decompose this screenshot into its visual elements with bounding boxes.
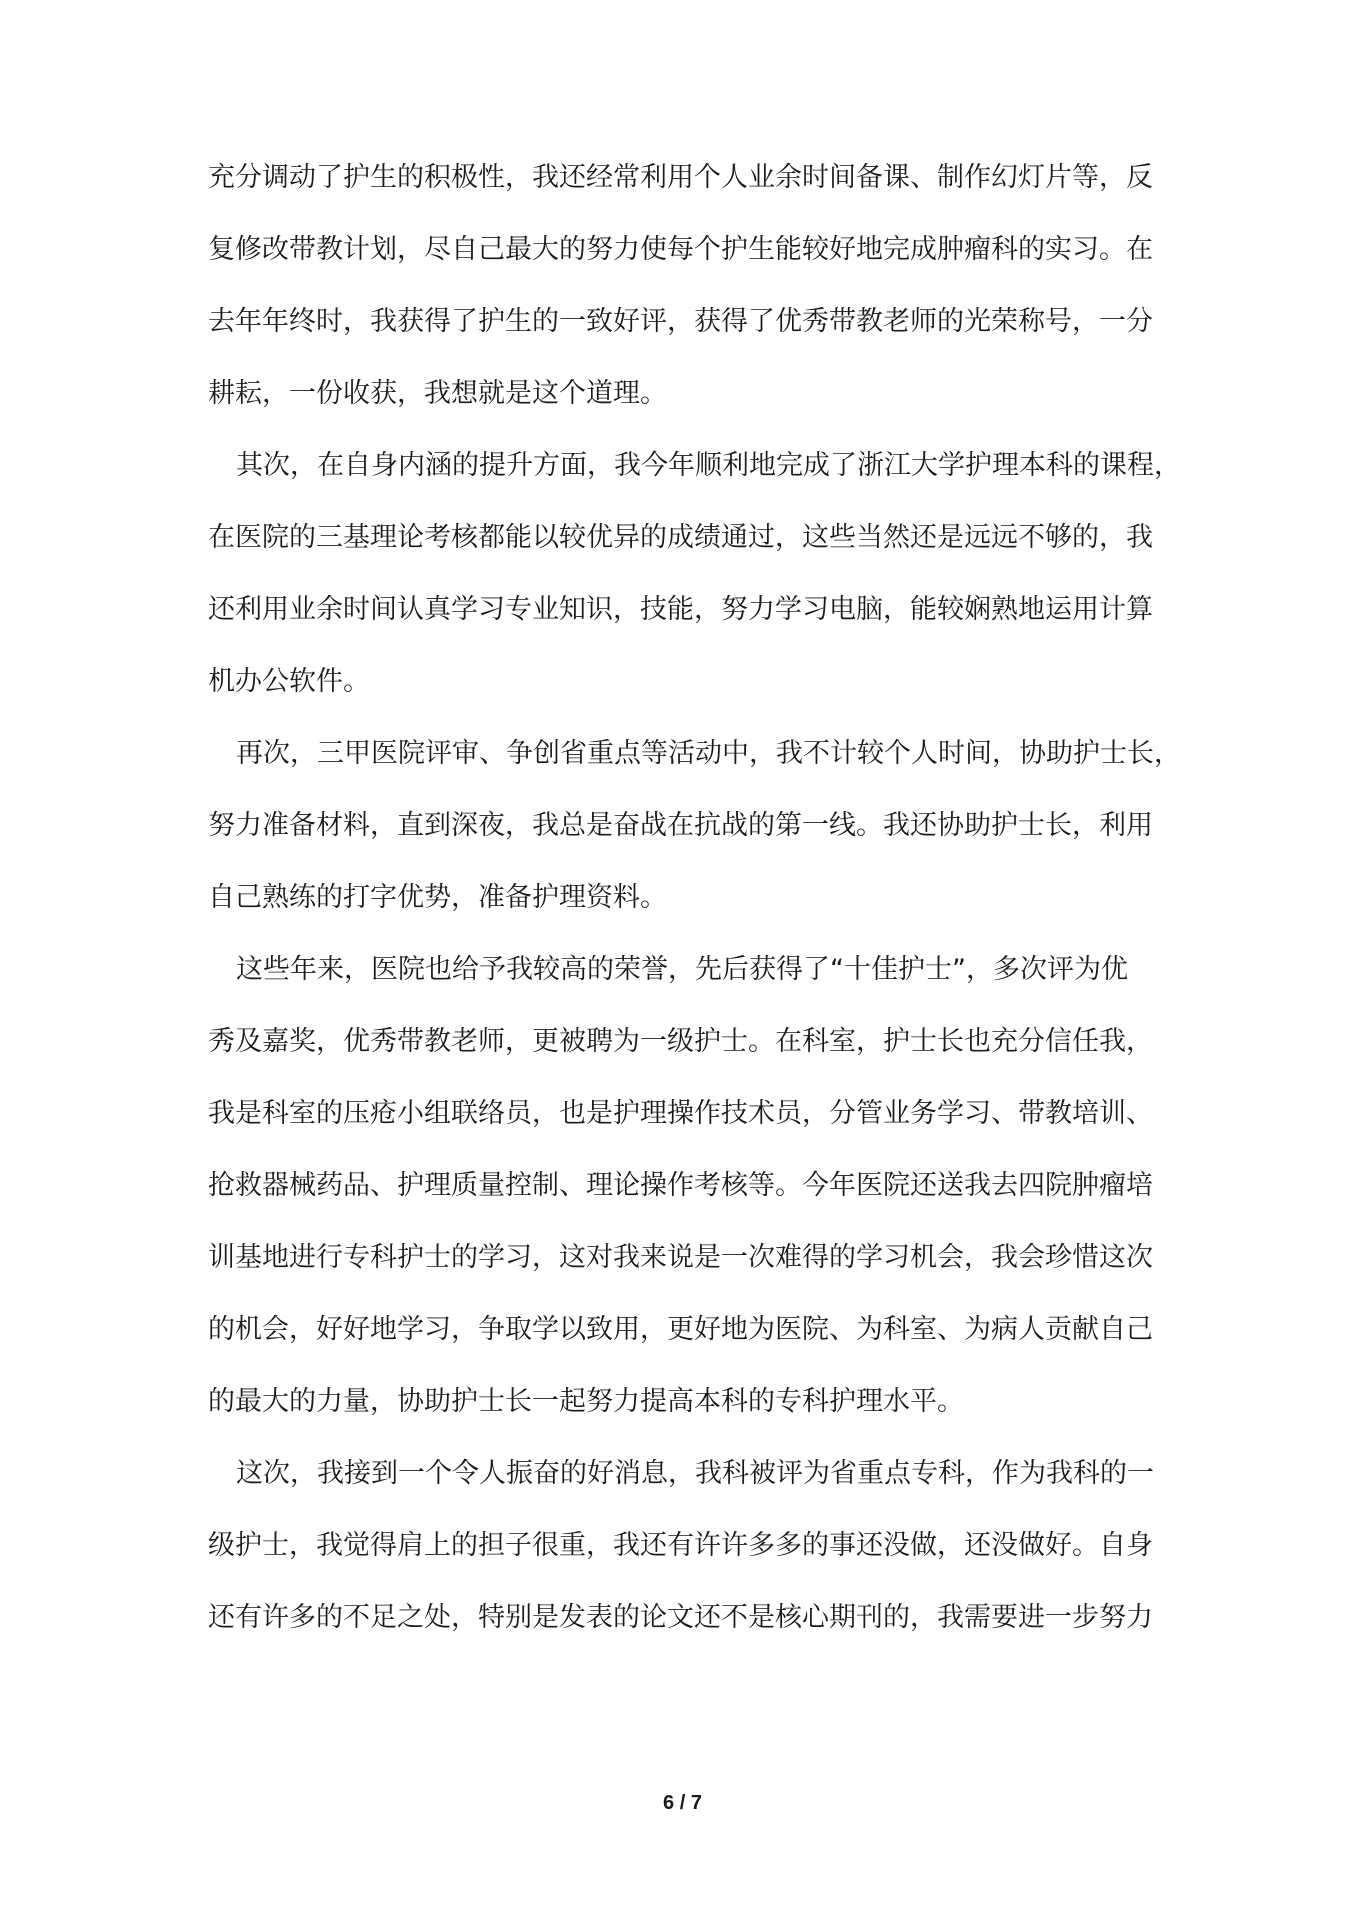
paragraph-2-line-3 [0,590,1365,630]
page-number: 6 / 7 [663,1792,702,1814]
paragraph-5-line-2-text: 级护士，我觉得肩上的担子很重，我还有许许多多的事还没做，还没做好。自身 [208,1530,1153,1561]
paragraph-5-line-3-text: 还有许多的不足之处，特别是发表的论文还不是核心期刊的，我需要进一步努力 [208,1602,1153,1633]
paragraph-2-line-1-text: 其次，在自身内涵的提升方面，我今年顺利地完成了浙江大学护理本科的课程， [236,450,1181,481]
paragraph-2-line-2-text: 在医院的三基理论考核都能以较优异的成绩通过，这些当然还是远远不够的，我 [208,522,1153,553]
paragraph-1-line-3 [0,302,1365,342]
paragraph-4-line-7-text: 的最大的力量，协助护士长一起努力提高本科的专科护理水平。 [208,1386,964,1417]
paragraph-4-line-7 [0,1382,1365,1422]
paragraph-1-line-2 [0,230,1365,270]
paragraph-3-line-1 [0,734,1365,774]
paragraph-2-line-2 [0,518,1365,558]
paragraph-4-line-1 [0,950,1365,990]
paragraph-1-line-1-text: 充分调动了护生的积极性，我还经常利用个人业余时间备课、制作幻灯片等，反 [208,162,1153,193]
paragraph-4-line-4-text: 抢救器械药品、护理质量控制、理论操作考核等。今年医院还送我去四院肿瘤培 [208,1170,1153,1201]
paragraph-3-line-1-text: 再次，三甲医院评审、争创省重点等活动中，我不计较个人时间，协助护士长， [236,738,1181,769]
paragraph-5-line-1-text: 这次，我接到一个令人振奋的好消息，我科被评为省重点专科，作为我科的一 [236,1458,1154,1489]
paragraph-2-line-4 [0,662,1365,702]
paragraph-4-line-6 [0,1310,1365,1350]
paragraph-4-line-3-text: 我是科室的压疮小组联络员，也是护理操作技术员，分管业务学习、带教培训、 [208,1098,1153,1129]
paragraph-4-line-2 [0,1022,1365,1062]
paragraph-4-line-6-text: 的机会，好好地学习，争取学以致用，更好地为医院、为科室、为病人贡献自己 [208,1314,1153,1345]
paragraph-5-line-3 [0,1598,1365,1638]
paragraph-2-line-1 [0,446,1365,486]
paragraph-4-line-4 [0,1166,1365,1206]
paragraph-2-line-3-text: 还利用业余时间认真学习专业知识，技能，努力学习电脑，能较娴熟地运用计算 [208,594,1153,625]
paragraph-1-line-2-text: 复修改带教计划，尽自己最大的努力使每个护生能较好地完成肿瘤科的实习。在 [208,234,1153,265]
paragraph-2-line-4-text: 机办公软件。 [208,666,370,697]
paragraph-5-line-2 [0,1526,1365,1566]
paragraph-3-line-3-text: 自己熟练的打字优势，准备护理资料。 [208,882,667,913]
paragraph-4-line-5-text: 训基地进行专科护士的学习，这对我来说是一次难得的学习机会，我会珍惜这次 [208,1242,1153,1273]
paragraph-3-line-3 [0,878,1365,918]
paragraph-4-line-1-text: 这些年来，医院也给予我较高的荣誉，先后获得了“十佳护士”，多次评为优 [236,954,1128,985]
paragraph-1-line-3-text: 去年年终时，我获得了护生的一致好评，获得了优秀带教老师的光荣称号，一分 [208,306,1153,337]
paragraph-4-line-5 [0,1238,1365,1278]
paragraph-3-line-2-text: 努力准备材料，直到深夜，我总是奋战在抗战的第一线。我还协助护士长，利用 [208,810,1153,841]
paragraph-1-line-4-text: 耕耘，一份收获，我想就是这个道理。 [208,378,667,409]
paragraph-4-line-3 [0,1094,1365,1134]
paragraph-1-line-1 [0,158,1365,198]
paragraph-4-line-2-text: 秀及嘉奖，优秀带教老师，更被聘为一级护士。在科室，护士长也充分信任我， [208,1026,1153,1057]
paragraph-1-line-4 [0,374,1365,414]
paragraph-5-line-1 [0,1454,1365,1494]
paragraph-3-line-2 [0,806,1365,846]
